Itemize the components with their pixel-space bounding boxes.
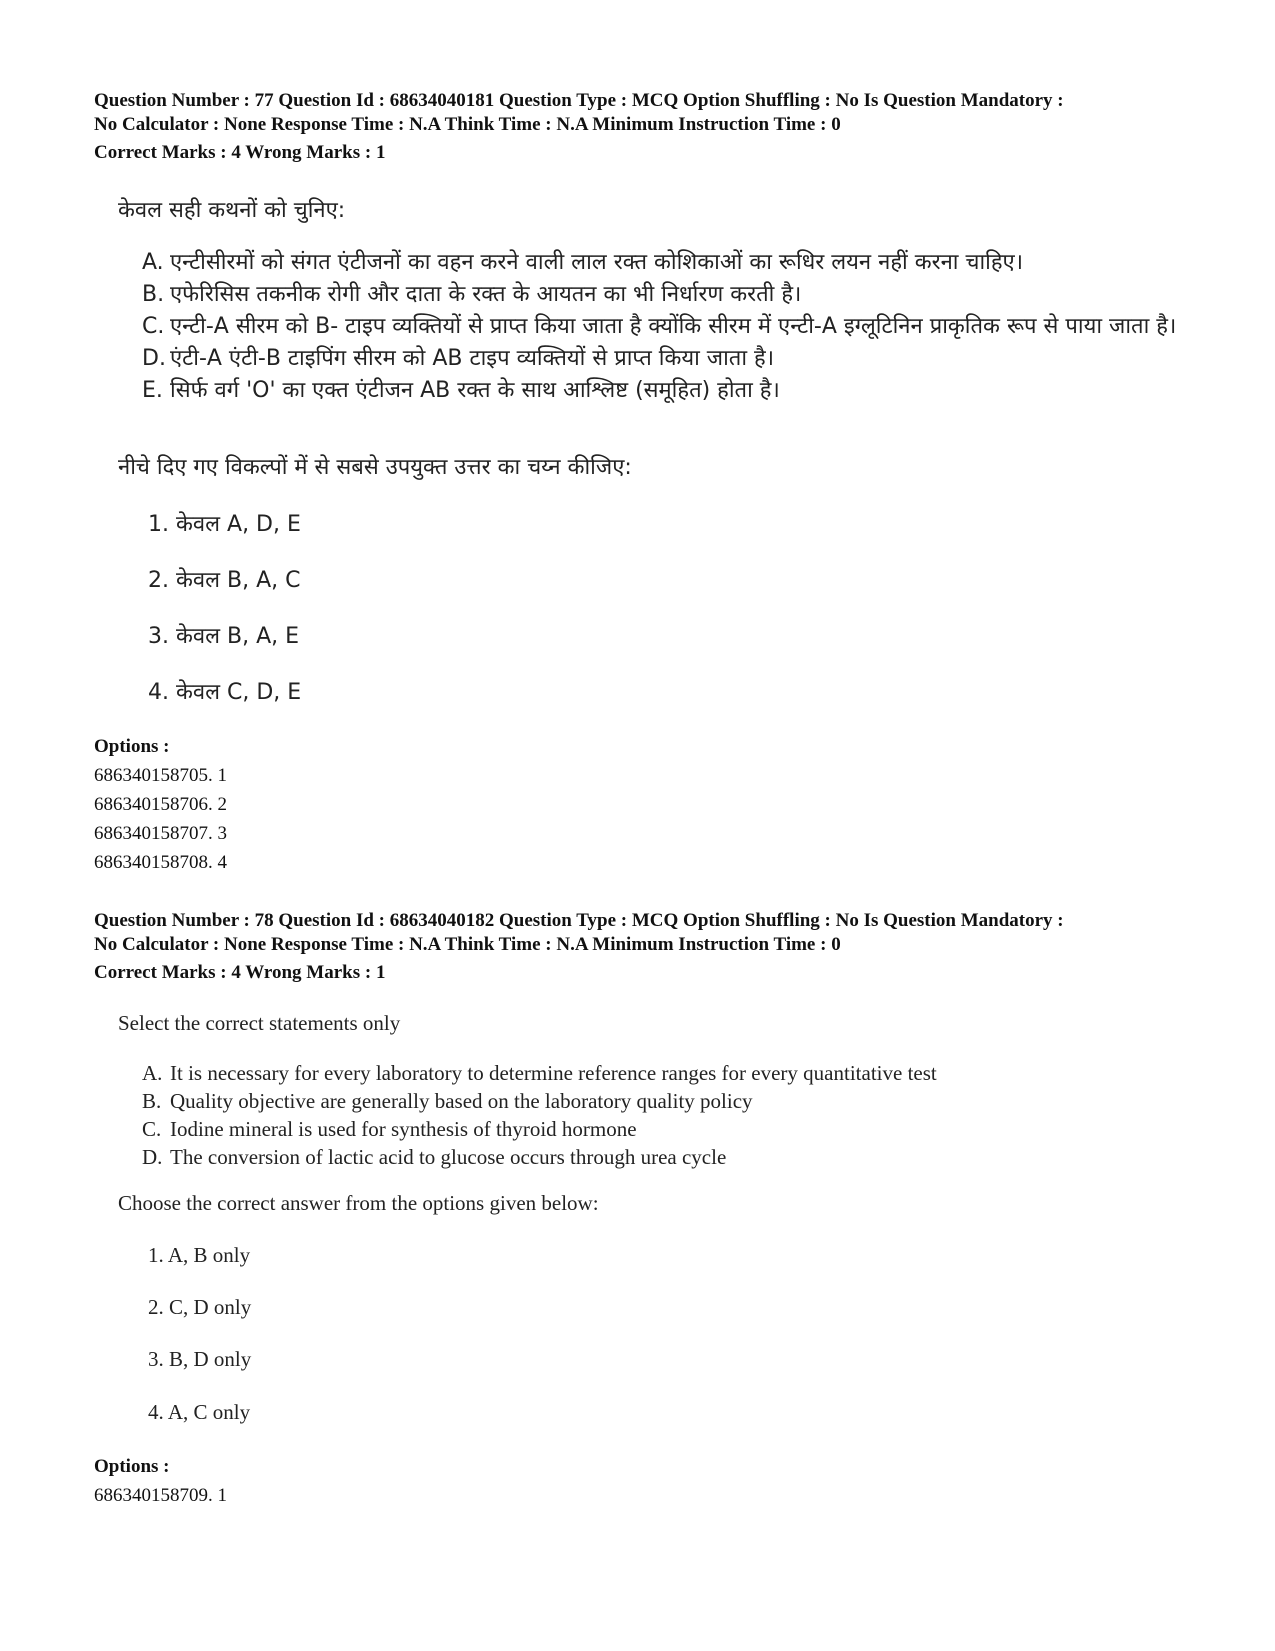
option-id: 686340158707. 3: [94, 823, 227, 844]
q77-statement-b: [142, 279, 1192, 311]
q78-meta-line1: Question Number : 78 Question Id : 68634040182 Question Type : MCQ Option Shuffling : No Is Question Mandatory :: [94, 910, 1064, 931]
q78-choice-1: 1. A, B only: [148, 1243, 251, 1267]
statement-label: B.: [142, 282, 165, 307]
q77-options-heading: Options :: [94, 736, 170, 757]
q78-options-list: [94, 1481, 227, 1510]
statement-label: D.: [142, 1145, 163, 1169]
q77-choice-3: 3. केवल B, A, E: [148, 624, 300, 649]
statement-text: सिर्फ वर्ग 'O' का एक्त एंटीजन AB रक्त के साथ आश्लिष्ट (समूहित) होता है।: [170, 378, 780, 403]
statement-text: एंटी-A एंटी-B टाइपिंग सीरम को AB टाइप व्यक्तियों से प्राप्त किया जाता है।: [170, 346, 775, 371]
q77-statement-list: [142, 247, 1192, 407]
q78-statement-d: [142, 1143, 1192, 1171]
statement-label: C.: [142, 1117, 162, 1141]
q78-choice-4: 4. A, C only: [148, 1400, 251, 1424]
q77-options-list: [94, 761, 227, 877]
q78-meta-line2: No Calculator : None Response Time : N.A Think Time : N.A Minimum Instruction Time : 0: [94, 934, 841, 955]
q78-marks: Correct Marks : 4 Wrong Marks : 1: [94, 962, 386, 983]
statement-label: A.: [142, 250, 164, 275]
q78-instruction: Choose the correct answer from the options given below:: [118, 1191, 599, 1215]
q78-stem: Select the correct statements only: [118, 1011, 401, 1035]
q78-meta: [94, 909, 1214, 957]
q77-stem: केवल सही कथनों को चुनिए:: [118, 198, 346, 223]
q77-choice-1: 1. केवल A, D, E: [148, 512, 301, 537]
q77-meta: [94, 89, 1214, 137]
q78-statement-c: [142, 1115, 1192, 1143]
q78-choice-2: 2. C, D only: [148, 1295, 252, 1319]
q78-statement-list: [142, 1059, 1192, 1171]
q77-statement-d: [142, 343, 1192, 375]
q78-statement-a: [142, 1059, 1192, 1087]
statement-label: C.: [142, 314, 165, 339]
statement-text: Iodine mineral is used for synthesis of thyroid hormone: [170, 1117, 637, 1141]
option-id: 686340158706. 2: [94, 794, 227, 815]
statement-text: एन्टीसीरमों को संगत एंटीजनों का वहन करने वाली लाल रक्त कोशिकाओं का रूधिर लयन नहीं करना चाहिए।: [170, 250, 1024, 275]
statement-label: E.: [142, 378, 163, 403]
q78-options-heading: Options :: [94, 1456, 170, 1477]
option-id: 686340158705. 1: [94, 765, 227, 786]
statement-text: It is necessary for every laboratory to determine reference ranges for every quantitative test: [170, 1061, 937, 1085]
statement-text: The conversion of lactic acid to glucose occurs through urea cycle: [170, 1145, 727, 1169]
q77-meta-line2: No Calculator : None Response Time : N.A Think Time : N.A Minimum Instruction Time : 0: [94, 114, 841, 135]
statement-text: Quality objective are generally based on the laboratory quality policy: [170, 1089, 753, 1113]
statement-label: D.: [142, 346, 166, 371]
q77-choice-2: 2. केवल B, A, C: [148, 568, 301, 593]
q77-meta-line1: Question Number : 77 Question Id : 68634040181 Question Type : MCQ Option Shuffling : No Is Question Mandatory :: [94, 90, 1064, 111]
q78-choice-3: 3. B, D only: [148, 1347, 252, 1371]
statement-text: एन्टी-A सीरम को B- टाइप व्यक्तियों से प्राप्त किया जाता है क्योंकि सीरम में एन्टी-A इग्लूटिनिन प्राकृतिक रूप से पाया जाता है।: [170, 314, 1177, 339]
statement-label: A.: [142, 1061, 163, 1085]
q77-statement-e: [142, 375, 1192, 407]
q77-choice-4: 4. केवल C, D, E: [148, 680, 302, 705]
q77-statement-c: [142, 311, 1192, 343]
q77-statement-a: [142, 247, 1192, 279]
q78-statement-b: [142, 1087, 1192, 1115]
option-id: 686340158708. 4: [94, 852, 227, 873]
option-id: 686340158709. 1: [94, 1485, 227, 1506]
q77-instruction: नीचे दिए गए विकल्पों में से सबसे उपयुक्त उत्तर का चय्न कीजिए:: [118, 455, 632, 480]
q77-marks: Correct Marks : 4 Wrong Marks : 1: [94, 142, 386, 163]
statement-text: एफेरिसिस तकनीक रोगी और दाता के रक्त के आयतन का भी निर्धारण करती है।: [170, 282, 802, 307]
statement-label: B.: [142, 1089, 162, 1113]
